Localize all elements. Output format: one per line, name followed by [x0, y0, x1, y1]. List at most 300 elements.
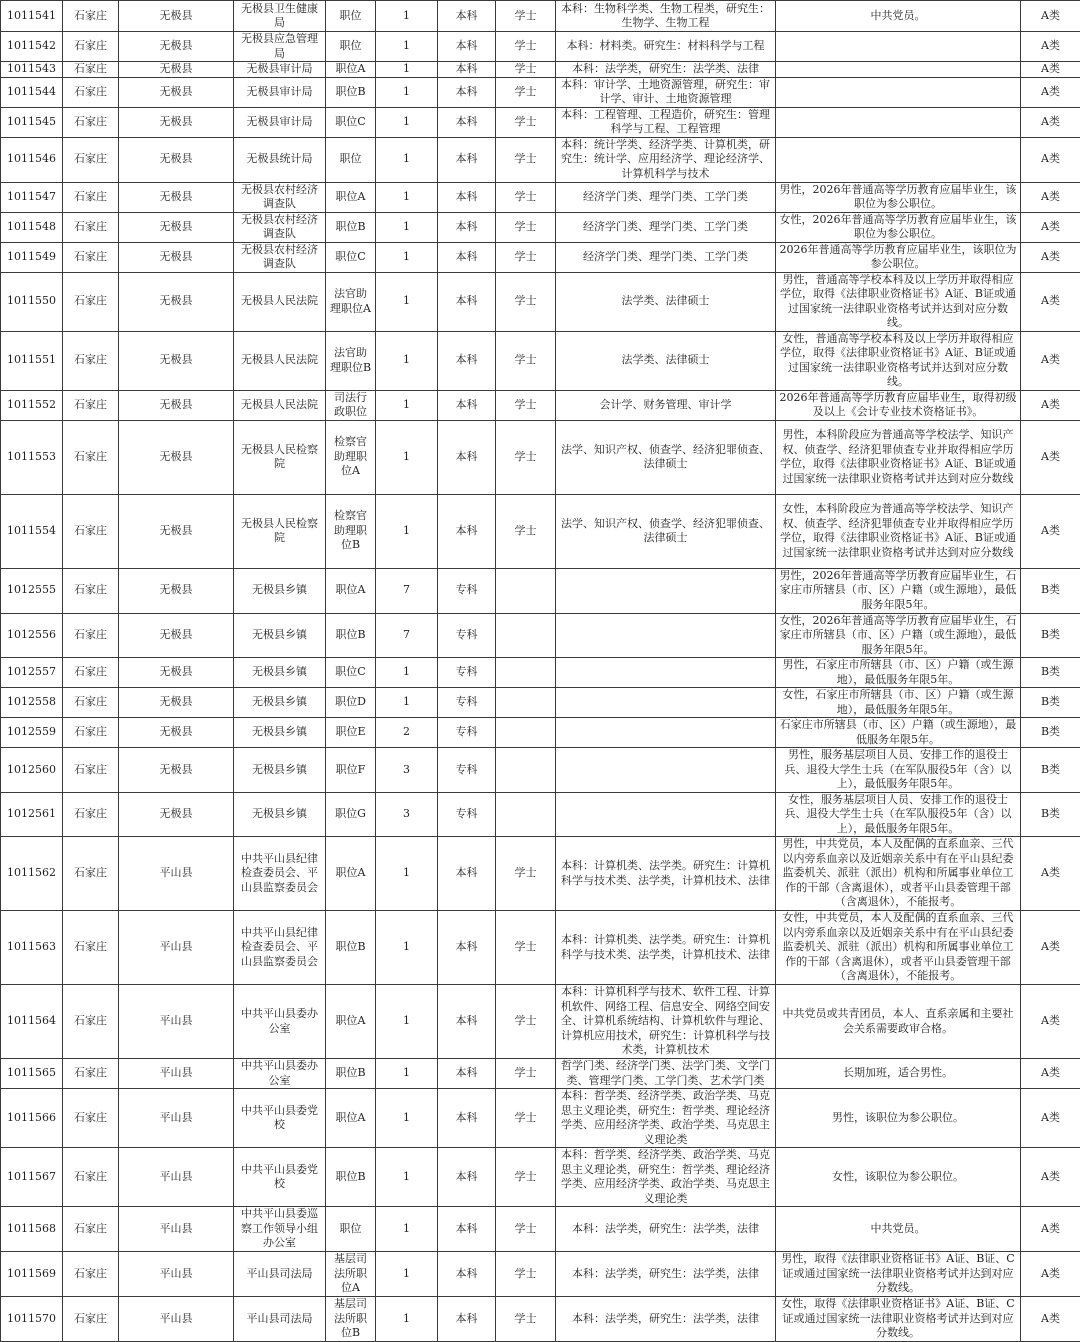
other-requirements-cell: 男性，2026年普通高等学历教育应届毕业生，石家庄市所辖县（市、区）户籍（或生源地），最低服务年限5年。: [776, 568, 1021, 613]
other-requirements-cell: 男性，该职位为参公职位。: [776, 1089, 1021, 1148]
category-cell: B类: [1021, 568, 1080, 613]
city-cell: 石家庄: [63, 331, 119, 390]
category-cell: A类: [1021, 494, 1080, 568]
department-cell: 中共平山县委办公室: [234, 985, 326, 1059]
city-cell: 石家庄: [63, 212, 119, 242]
major-cell: [556, 718, 776, 748]
city-cell: 石家庄: [63, 792, 119, 837]
other-requirements-cell: 女性，石家庄市所辖县（市、区）户籍（或生源地），最低服务年限5年。: [776, 688, 1021, 718]
position-code-cell: 1011569: [1, 1252, 63, 1297]
education-cell: 专科: [438, 792, 496, 837]
county-cell: 平山县: [119, 1297, 234, 1342]
other-requirements-cell: [776, 107, 1021, 137]
department-cell: 无极县乡镇: [234, 688, 326, 718]
table-row: [1, 688, 1080, 718]
major-cell: 哲学门类、经济学门类、法学门类、文学门类、管理学门类、工学门类、艺术学门类: [556, 1059, 776, 1089]
degree-cell: 学士: [496, 272, 556, 331]
department-cell: 中共平山县委党校: [234, 1148, 326, 1207]
category-cell: A类: [1021, 137, 1080, 182]
position-code-cell: 1011547: [1, 182, 63, 212]
city-cell: 石家庄: [63, 1089, 119, 1148]
category-cell: A类: [1021, 212, 1080, 242]
position-code-cell: 1012557: [1, 658, 63, 688]
other-requirements-cell: 男性，本科阶段应为普通高等学校法学、知识产权、侦查学、经济犯罪侦查专业并取得相应学历学位，取得《法律职业资格证书》A证、B证或通过国家统一法律职业资格考试并达到对应分数线: [776, 420, 1021, 494]
education-cell: 本科: [438, 1, 496, 32]
table-row: [1, 1252, 1080, 1297]
degree-cell: [496, 748, 556, 793]
city-cell: 石家庄: [63, 688, 119, 718]
headcount-cell: 3: [376, 748, 438, 793]
other-requirements-cell: 2026年普通高等学历教育应届毕业生，该职位为参公职位。: [776, 242, 1021, 272]
headcount-cell: 1: [376, 137, 438, 182]
degree-cell: [496, 718, 556, 748]
category-cell: B类: [1021, 748, 1080, 793]
degree-cell: 学士: [496, 837, 556, 911]
position-code-cell: 1011543: [1, 62, 63, 78]
major-cell: 本科：哲学类、经济学类、政治学类、马克思主义理论类，研究生：哲学类、理论经济学类、应用经济学类、政治学类、马克思主义理论类: [556, 1089, 776, 1148]
other-requirements-cell: 女性，中共党员，本人及配偶的直系血亲、三代以内旁系血亲以及近姻亲关系中有在平山县纪委监委机关、派驻（派出）机构和所属事业单位工作的干部（含离退休），或者平山县委管理干部（含离退休），不能报考。: [776, 911, 1021, 985]
headcount-cell: 1: [376, 242, 438, 272]
table-row: [1, 107, 1080, 137]
county-cell: 平山县: [119, 837, 234, 911]
city-cell: 石家庄: [63, 613, 119, 658]
table-row: [1, 911, 1080, 985]
other-requirements-cell: 石家庄市所辖县（市、区）户籍（或生源地），最低服务年限5年。: [776, 718, 1021, 748]
position-title-cell: 职位B: [326, 1148, 376, 1207]
table-row: [1, 1, 1080, 32]
position-code-cell: 1012558: [1, 688, 63, 718]
position-code-cell: 1012556: [1, 613, 63, 658]
degree-cell: 学士: [496, 32, 556, 62]
other-requirements-cell: 男性，中共党员，本人及配偶的直系血亲、三代以内旁系血亲以及近姻亲关系中有在平山县纪委监委机关、派驻（派出）机构和所属事业单位工作的干部（含离退休），或者平山县委管理干部（含离退休），不能报考。: [776, 837, 1021, 911]
county-cell: 无极县: [119, 1, 234, 32]
county-cell: 无极县: [119, 62, 234, 78]
table-row: [1, 718, 1080, 748]
county-cell: 无极县: [119, 658, 234, 688]
city-cell: 石家庄: [63, 420, 119, 494]
other-requirements-cell: 长期加班，适合男性。: [776, 1059, 1021, 1089]
city-cell: 石家庄: [63, 390, 119, 420]
headcount-cell: 3: [376, 792, 438, 837]
headcount-cell: 1: [376, 331, 438, 390]
city-cell: 石家庄: [63, 272, 119, 331]
degree-cell: 学士: [496, 1059, 556, 1089]
city-cell: 石家庄: [63, 748, 119, 793]
department-cell: 无极县人民检察院: [234, 494, 326, 568]
category-cell: A类: [1021, 77, 1080, 107]
department-cell: 无极县卫生健康局: [234, 1, 326, 32]
education-cell: 本科: [438, 182, 496, 212]
position-code-cell: 1011542: [1, 32, 63, 62]
other-requirements-cell: 中共党员。: [776, 1, 1021, 32]
degree-cell: 学士: [496, 242, 556, 272]
position-title-cell: 职位C: [326, 658, 376, 688]
category-cell: A类: [1021, 390, 1080, 420]
table-row: [1, 1089, 1080, 1148]
position-code-cell: 1011563: [1, 911, 63, 985]
major-cell: [556, 688, 776, 718]
major-cell: 本科：工程管理、工程造价，研究生：管理科学与工程、工程管理: [556, 107, 776, 137]
table-row: [1, 494, 1080, 568]
major-cell: [556, 568, 776, 613]
headcount-cell: 1: [376, 1059, 438, 1089]
county-cell: 平山县: [119, 1059, 234, 1089]
category-cell: B类: [1021, 792, 1080, 837]
major-cell: 本科：材料类。研究生：材料科学与工程: [556, 32, 776, 62]
education-cell: 专科: [438, 658, 496, 688]
position-code-cell: 1011544: [1, 77, 63, 107]
major-cell: 经济学门类、理学门类、工学门类: [556, 242, 776, 272]
county-cell: 无极县: [119, 212, 234, 242]
county-cell: 无极县: [119, 792, 234, 837]
headcount-cell: 1: [376, 77, 438, 107]
city-cell: 石家庄: [63, 137, 119, 182]
degree-cell: 学士: [496, 212, 556, 242]
position-code-cell: 1012555: [1, 568, 63, 613]
category-cell: A类: [1021, 1089, 1080, 1148]
position-title-cell: 法官助理职位A: [326, 272, 376, 331]
table-row: [1, 658, 1080, 688]
position-title-cell: 职位C: [326, 242, 376, 272]
table-row: [1, 32, 1080, 62]
county-cell: 无极县: [119, 718, 234, 748]
category-cell: A类: [1021, 32, 1080, 62]
other-requirements-cell: 女性，普通高等学校本科及以上学历并取得相应学位，取得《法律职业资格证书》A证、B证或通过国家统一法律职业资格考试并达到对应分数线。: [776, 331, 1021, 390]
county-cell: 平山县: [119, 1089, 234, 1148]
headcount-cell: 1: [376, 390, 438, 420]
position-code-cell: 1011541: [1, 1, 63, 32]
position-code-cell: 1011566: [1, 1089, 63, 1148]
table-row: [1, 1148, 1080, 1207]
department-cell: 平山县司法局: [234, 1252, 326, 1297]
city-cell: 石家庄: [63, 494, 119, 568]
county-cell: 平山县: [119, 985, 234, 1059]
county-cell: 平山县: [119, 1252, 234, 1297]
county-cell: 无极县: [119, 748, 234, 793]
education-cell: 专科: [438, 568, 496, 613]
table-row: [1, 390, 1080, 420]
position-title-cell: 检察官助理职位A: [326, 420, 376, 494]
position-title-cell: 职位D: [326, 688, 376, 718]
department-cell: 无极县审计局: [234, 107, 326, 137]
education-cell: 专科: [438, 748, 496, 793]
county-cell: 无极县: [119, 242, 234, 272]
position-code-cell: 1011565: [1, 1059, 63, 1089]
position-code-cell: 1012559: [1, 718, 63, 748]
degree-cell: [496, 658, 556, 688]
department-cell: 无极县农村经济调查队: [234, 242, 326, 272]
category-cell: B类: [1021, 718, 1080, 748]
position-title-cell: 职位B: [326, 77, 376, 107]
table-row: [1, 1297, 1080, 1342]
category-cell: A类: [1021, 62, 1080, 78]
position-title-cell: 职位G: [326, 792, 376, 837]
education-cell: 本科: [438, 331, 496, 390]
education-cell: 本科: [438, 390, 496, 420]
department-cell: 平山县司法局: [234, 1297, 326, 1342]
table-row: [1, 331, 1080, 390]
headcount-cell: 1: [376, 1297, 438, 1342]
degree-cell: 学士: [496, 1, 556, 32]
education-cell: 本科: [438, 1252, 496, 1297]
city-cell: 石家庄: [63, 568, 119, 613]
table-row: [1, 137, 1080, 182]
category-cell: A类: [1021, 985, 1080, 1059]
city-cell: 石家庄: [63, 182, 119, 212]
position-code-cell: 1011549: [1, 242, 63, 272]
degree-cell: 学士: [496, 77, 556, 107]
position-title-cell: 职位: [326, 137, 376, 182]
position-title-cell: 职位B: [326, 911, 376, 985]
other-requirements-cell: 男性，服务基层项目人员、安排工作的退役士兵、退役大学生士兵（在军队服役5年（含）以上），最低服务年限5年。: [776, 748, 1021, 793]
degree-cell: [496, 568, 556, 613]
category-cell: A类: [1021, 182, 1080, 212]
major-cell: 本科：法学类，研究生：法学类，法律: [556, 1252, 776, 1297]
category-cell: A类: [1021, 420, 1080, 494]
education-cell: 本科: [438, 1089, 496, 1148]
county-cell: 无极县: [119, 420, 234, 494]
major-cell: 本科：生物科学类、生物工程类，研究生：生物学、生物工程: [556, 1, 776, 32]
degree-cell: 学士: [496, 1089, 556, 1148]
headcount-cell: 1: [376, 1207, 438, 1252]
education-cell: 本科: [438, 107, 496, 137]
city-cell: 石家庄: [63, 1252, 119, 1297]
degree-cell: 学士: [496, 420, 556, 494]
major-cell: 经济学门类、理学门类、工学门类: [556, 212, 776, 242]
department-cell: 无极县人民法院: [234, 390, 326, 420]
category-cell: A类: [1021, 1252, 1080, 1297]
other-requirements-cell: 男性，取得《法律职业资格证书》A证、B证、C证或通过国家统一法律职业资格考试并达到对应分数线。: [776, 1252, 1021, 1297]
other-requirements-cell: 女性，该职位为参公职位。: [776, 1148, 1021, 1207]
education-cell: 本科: [438, 1059, 496, 1089]
position-title-cell: 职位A: [326, 837, 376, 911]
major-cell: 本科：法学类，研究生：法学类，法律: [556, 1207, 776, 1252]
city-cell: 石家庄: [63, 718, 119, 748]
position-code-cell: 1011554: [1, 494, 63, 568]
position-title-cell: 职位: [326, 1207, 376, 1252]
category-cell: A类: [1021, 242, 1080, 272]
other-requirements-cell: 男性，普通高等学校本科及以上学历并取得相应学位，取得《法律职业资格证书》A证、B证或通过国家统一法律职业资格考试并达到对应分数线。: [776, 272, 1021, 331]
county-cell: 平山县: [119, 911, 234, 985]
table-row: [1, 985, 1080, 1059]
county-cell: 平山县: [119, 1207, 234, 1252]
position-title-cell: 基层司法所职位B: [326, 1297, 376, 1342]
county-cell: 无极县: [119, 77, 234, 107]
category-cell: A类: [1021, 272, 1080, 331]
education-cell: 本科: [438, 137, 496, 182]
county-cell: 无极县: [119, 107, 234, 137]
degree-cell: 学士: [496, 1297, 556, 1342]
county-cell: 无极县: [119, 688, 234, 718]
department-cell: 无极县审计局: [234, 62, 326, 78]
major-cell: 本科：审计学、土地资源管理，研究生：审计学、审计、土地资源管理: [556, 77, 776, 107]
county-cell: 无极县: [119, 182, 234, 212]
degree-cell: [496, 688, 556, 718]
county-cell: 无极县: [119, 331, 234, 390]
headcount-cell: 1: [376, 658, 438, 688]
position-code-cell: 1012560: [1, 748, 63, 793]
position-title-cell: 职位B: [326, 613, 376, 658]
major-cell: [556, 792, 776, 837]
city-cell: 石家庄: [63, 911, 119, 985]
headcount-cell: 7: [376, 568, 438, 613]
category-cell: A类: [1021, 837, 1080, 911]
headcount-cell: 1: [376, 1, 438, 32]
other-requirements-cell: [776, 62, 1021, 78]
category-cell: A类: [1021, 1148, 1080, 1207]
department-cell: 中共平山县纪律检查委员会、平山县监察委员会: [234, 837, 326, 911]
major-cell: 本科：哲学类、经济学类、政治学类、马克思主义理论类，研究生：哲学类、理论经济学类、应用经济学类、政治学类、马克思主义理论类: [556, 1148, 776, 1207]
other-requirements-cell: [776, 77, 1021, 107]
table-row: [1, 62, 1080, 78]
education-cell: 本科: [438, 1207, 496, 1252]
other-requirements-cell: 男性，2026年普通高等学历教育应届毕业生，该职位为参公职位。: [776, 182, 1021, 212]
headcount-cell: 1: [376, 688, 438, 718]
department-cell: 无极县乡镇: [234, 658, 326, 688]
city-cell: 石家庄: [63, 1207, 119, 1252]
position-code-cell: 1011546: [1, 137, 63, 182]
major-cell: 本科：法学类，研究生：法学类，法律: [556, 1297, 776, 1342]
city-cell: 石家庄: [63, 1297, 119, 1342]
department-cell: 无极县农村经济调查队: [234, 182, 326, 212]
table-row: [1, 748, 1080, 793]
table-row: [1, 182, 1080, 212]
table-row: [1, 420, 1080, 494]
major-cell: 本科：计算机类、法学类。研究生：计算机科学与技术类、法学类，计算机技术、法律: [556, 911, 776, 985]
table-row: [1, 272, 1080, 331]
major-cell: 本科：计算机科学与技术、软件工程、计算机软件、网络工程、信息安全、网络空间安全、计算机系统结构、计算机软件与理论、计算机应用技术，研究生：计算机科学与技术类，计算机技术: [556, 985, 776, 1059]
department-cell: 无极县人民法院: [234, 272, 326, 331]
major-cell: 法学、知识产权、侦查学、经济犯罪侦查、法律硕士: [556, 494, 776, 568]
headcount-cell: 1: [376, 1089, 438, 1148]
position-code-cell: 1011568: [1, 1207, 63, 1252]
category-cell: A类: [1021, 1297, 1080, 1342]
headcount-cell: 1: [376, 420, 438, 494]
education-cell: 本科: [438, 837, 496, 911]
position-title-cell: 检察官助理职位B: [326, 494, 376, 568]
degree-cell: 学士: [496, 62, 556, 78]
city-cell: 石家庄: [63, 985, 119, 1059]
city-cell: 石家庄: [63, 107, 119, 137]
degree-cell: [496, 613, 556, 658]
other-requirements-cell: 中共党员。: [776, 1207, 1021, 1252]
department-cell: 无极县乡镇: [234, 568, 326, 613]
education-cell: 本科: [438, 32, 496, 62]
headcount-cell: 1: [376, 107, 438, 137]
county-cell: 无极县: [119, 137, 234, 182]
education-cell: 本科: [438, 242, 496, 272]
category-cell: B类: [1021, 688, 1080, 718]
headcount-cell: 1: [376, 32, 438, 62]
position-code-cell: 1011553: [1, 420, 63, 494]
degree-cell: 学士: [496, 494, 556, 568]
major-cell: 本科：计算机类、法学类。研究生：计算机科学与技术类、法学类，计算机技术、法律: [556, 837, 776, 911]
education-cell: 专科: [438, 718, 496, 748]
major-cell: 法学、知识产权、侦查学、经济犯罪侦查、法律硕士: [556, 420, 776, 494]
degree-cell: 学士: [496, 1252, 556, 1297]
position-title-cell: 职位A: [326, 1089, 376, 1148]
major-cell: 本科：法学类，研究生：法学类、法律: [556, 62, 776, 78]
other-requirements-cell: 男性，石家庄市所辖县（市、区）户籍（或生源地），最低服务年限5年。: [776, 658, 1021, 688]
education-cell: 本科: [438, 985, 496, 1059]
degree-cell: 学士: [496, 390, 556, 420]
headcount-cell: 1: [376, 1148, 438, 1207]
education-cell: 本科: [438, 420, 496, 494]
table-row: [1, 1207, 1080, 1252]
department-cell: 无极县应急管理局: [234, 32, 326, 62]
education-cell: 专科: [438, 613, 496, 658]
table-row: [1, 77, 1080, 107]
position-code-cell: 1012561: [1, 792, 63, 837]
position-title-cell: 职位: [326, 32, 376, 62]
position-title-cell: 职位A: [326, 985, 376, 1059]
position-title-cell: 职位A: [326, 62, 376, 78]
county-cell: 无极县: [119, 272, 234, 331]
county-cell: 无极县: [119, 390, 234, 420]
position-title-cell: 司法行政职位: [326, 390, 376, 420]
department-cell: 无极县乡镇: [234, 748, 326, 793]
department-cell: 无极县乡镇: [234, 792, 326, 837]
education-cell: 本科: [438, 1297, 496, 1342]
position-code-cell: 1011551: [1, 331, 63, 390]
department-cell: 无极县农村经济调查队: [234, 212, 326, 242]
city-cell: 石家庄: [63, 837, 119, 911]
position-title-cell: 职位A: [326, 568, 376, 613]
position-title-cell: 职位F: [326, 748, 376, 793]
other-requirements-cell: [776, 137, 1021, 182]
city-cell: 石家庄: [63, 77, 119, 107]
category-cell: A类: [1021, 1207, 1080, 1252]
education-cell: 本科: [438, 272, 496, 331]
major-cell: 法学类、法律硕士: [556, 331, 776, 390]
degree-cell: 学士: [496, 911, 556, 985]
city-cell: 石家庄: [63, 1, 119, 32]
position-title-cell: 法官助理职位B: [326, 331, 376, 390]
department-cell: 无极县人民法院: [234, 331, 326, 390]
education-cell: 本科: [438, 212, 496, 242]
headcount-cell: 1: [376, 985, 438, 1059]
category-cell: A类: [1021, 331, 1080, 390]
major-cell: 会计学、财务管理、审计学: [556, 390, 776, 420]
category-cell: B类: [1021, 658, 1080, 688]
department-cell: 无极县乡镇: [234, 718, 326, 748]
other-requirements-cell: 女性，取得《法律职业资格证书》A证、B证、C证或通过国家统一法律职业资格考试并达到对应分数线。: [776, 1297, 1021, 1342]
position-title-cell: 职位B: [326, 212, 376, 242]
other-requirements-cell: 女性，2026年普通高等学历教育应届毕业生，石家庄市所辖县（市、区）户籍（或生源地），最低服务年限5年。: [776, 613, 1021, 658]
department-cell: 无极县审计局: [234, 77, 326, 107]
headcount-cell: 2: [376, 718, 438, 748]
category-cell: A类: [1021, 1059, 1080, 1089]
major-cell: 经济学门类、理学门类、工学门类: [556, 182, 776, 212]
county-cell: 无极县: [119, 613, 234, 658]
position-title-cell: 职位C: [326, 107, 376, 137]
headcount-cell: 1: [376, 837, 438, 911]
position-code-cell: 1011548: [1, 212, 63, 242]
position-title-cell: 职位E: [326, 718, 376, 748]
county-cell: 无极县: [119, 568, 234, 613]
education-cell: 专科: [438, 688, 496, 718]
city-cell: 石家庄: [63, 1059, 119, 1089]
major-cell: [556, 613, 776, 658]
headcount-cell: 1: [376, 1252, 438, 1297]
county-cell: 平山县: [119, 1148, 234, 1207]
other-requirements-cell: 2026年普通高等学历教育应届毕业生，取得初级及以上《会计专业技术资格证书》。: [776, 390, 1021, 420]
department-cell: 中共平山县委党校: [234, 1089, 326, 1148]
degree-cell: 学士: [496, 1207, 556, 1252]
position-code-cell: 1011567: [1, 1148, 63, 1207]
position-code-cell: 1011562: [1, 837, 63, 911]
table-row: [1, 1059, 1080, 1089]
